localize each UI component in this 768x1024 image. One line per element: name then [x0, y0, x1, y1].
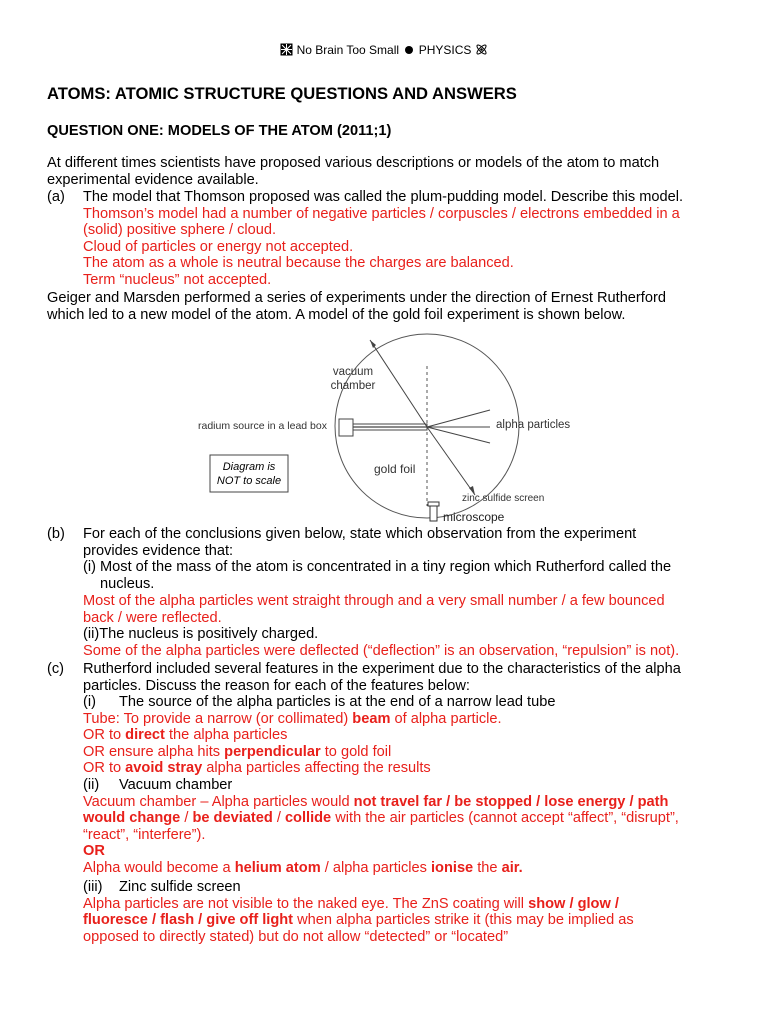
gold-foil-label: gold foil — [374, 462, 416, 476]
gold-foil-diagram — [190, 330, 610, 530]
part-a-label: (a) — [47, 189, 65, 205]
zinc-label: zinc sulfide screen — [462, 493, 545, 504]
question-title: QUESTION ONE: MODELS OF THE ATOM (2011;1) — [47, 123, 392, 139]
note-line1: Diagram is — [222, 461, 276, 473]
header-brand: No Brain Too Small — [296, 43, 400, 57]
page-title: ATOMS: ATOMIC STRUCTURE QUESTIONS AND ANSWERS — [47, 84, 517, 103]
header-subject: PHYSICS — [418, 43, 472, 57]
part-a-question: The model that Thomson proposed was called the plum-pudding model. Describe this model. — [83, 189, 684, 205]
alpha-label: alpha particles — [496, 419, 571, 431]
vacuum-label-2: chamber — [330, 380, 376, 392]
page-header — [0, 42, 768, 58]
part-b-i: Most of the mass of the atom is concentrated in a tiny region which Rutherford called the nucleus. — [100, 559, 672, 592]
radium-label: radium source in a lead box — [198, 420, 327, 432]
part-b-i-answer: Most of the alpha particles went straight through and a very small number / a few bounced back / were reflected. — [83, 593, 665, 626]
part-c: Rutherford included several features in the experiment due to the characteristics of the alpha particles. Discuss the reason for each of the features below: — [83, 661, 681, 694]
part-c-iii: (iii) Zinc sulfide screen Alpha particles are not visible to the naked eye. The ZnS coating will show / glow / fluoresce / flash / give off light when alpha particles strike it (this may be implied as opposed to directly stated) but do not allow “detected” or “located” — [83, 879, 634, 945]
note-line2: NOT to scale — [216, 475, 282, 487]
part-c-ii: (ii) Vacuum chamber Vacuum chamber – Alpha particles would not travel far / be stopped / lose energy / path would change / be deviated / collide with the air particles (cannot accept “affect”, “disrupt”, “react”, “interfere”). OR Alpha would become a helium atom / alpha particles ionise the air. — [83, 777, 679, 876]
brain-icon — [280, 43, 293, 56]
microscope-label: microscope — [443, 510, 505, 524]
intro-paragraph: At different times scientists have proposed various descriptions or models of the atom to match experimental evidence available. — [47, 155, 660, 188]
microscope-icon — [430, 504, 437, 521]
part-c-i: (i) The source of the alpha particles is at the end of a narrow lead tube Tube: To provide a narrow (or collimated) beam of alpha particle. OR to direct the alpha particles OR ensure alpha hits perpendicular to gold foil OR to avoid stray alpha particles affecting the results — [83, 694, 556, 777]
part-c-label: (c) — [47, 661, 65, 677]
vacuum-label-1: vacuum — [332, 366, 374, 378]
deflected-path-back — [370, 340, 427, 427]
part-b-label: (b) — [47, 526, 65, 542]
lead-box — [339, 419, 353, 436]
geiger-paragraph: Geiger and Marsden performed a series of experiments under the direction of Ernest Rutherford which led to a new model of the atom. A model of the gold foil experiment is shown below. — [47, 290, 666, 323]
part-b: For each of the conclusions given below, state which observation from the experiment provides evidence that: — [83, 526, 637, 559]
atom-icon — [475, 43, 488, 56]
bullet-icon — [405, 46, 413, 54]
part-a: The model that Thomson proposed was called the plum-pudding model. Describe this model. Thomson’s model had a number of negative particles / corpuscles / electrons embedded in a (solid) positive sphere / cloud. Cloud of particles or energy not accepted. The atom as a whole is neutral because the charges are balanced. Term “nucleus” not accepted. — [83, 189, 743, 289]
part-b-ii: (ii)The nucleus is positively charged. Some of the alpha particles were deflected (“deflection” is an observation, “repulsion” is not). — [83, 626, 680, 659]
